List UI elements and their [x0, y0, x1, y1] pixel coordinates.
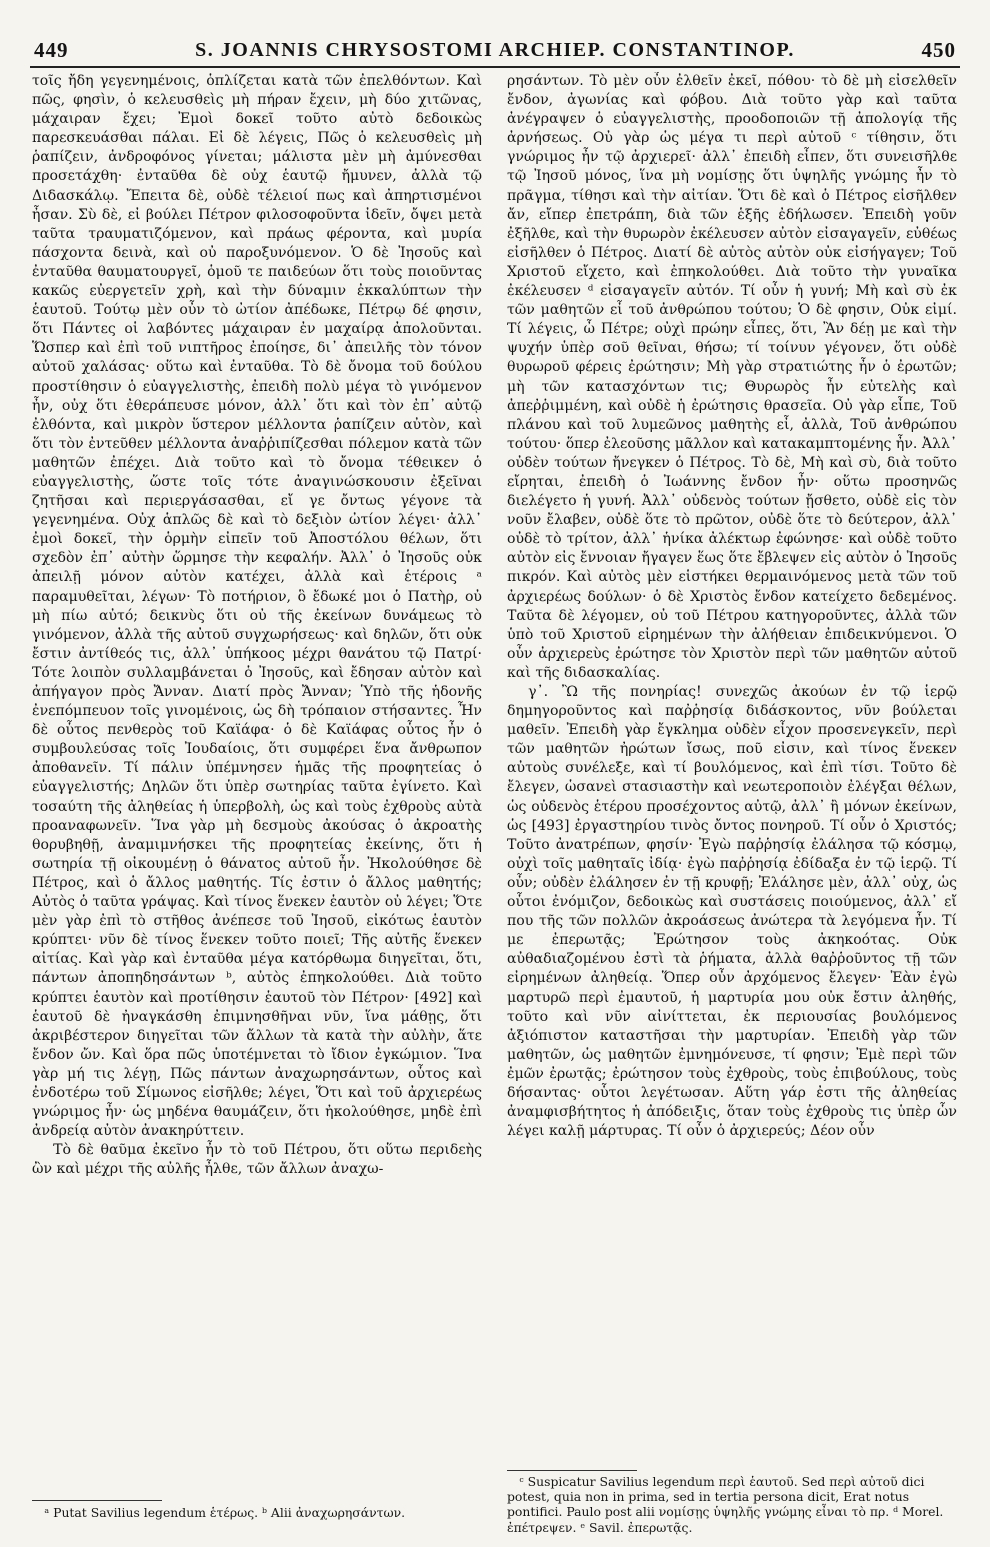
- right-paragraph-2: γ᾽. Ὢ τῆς πονηρίας! συνεχῶς ἀκούων ἐν τῷ ἱερῷ δημηγοροῦντος καὶ παῤῥησίᾳ διδάσκοντος, νῦν βούλεται μαθεῖν. Ἐπειδὴ γὰρ ἔγκλημα οὐδὲν εἶχον προσενεγκεῖν, περὶ τῶν μαθητῶν ἠρώτων ἴσως, ποῦ εἰσιν, καὶ τίνος ἕνεκεν αὐτοὺς συνέλεξε, καὶ τί βουλόμενος, καὶ ἐπὶ τίσι. Τοῦτο δὲ ἔλεγεν, ὡσανεὶ στασιαστὴν καὶ νεωτεροποιὸν ἐλέγξαι θέλων, ὡς οὐδενὸς ἑτέρου προσέχοντος αὐτῷ, ἀλλ᾽ ἢ μόνων ἐκείνων, ὡς [493] ἐργαστηρίου τινὸς ὄντος πονηροῦ. Τί οὖν ὁ Χριστός; Τοῦτο ἀνατρέπων, φησίν· Ἐγὼ παῤῥησίᾳ ἐλάλησα τῷ κόσμῳ, οὐχὶ τοῖς μαθηταῖς ἰδίᾳ· ἐγὼ παῤῥησίᾳ ἐδίδαξα ἐν τῷ ἱερῷ. Τί οὖν; οὐδὲν ἐλάλησεν ἐν τῇ κρυφῇ; Ἐλάλησε μὲν, ἀλλ᾽ οὐχ, ὡς οὗτοι ἐνόμιζον, δεδοικὼς καὶ συστάσεις ποιούμενος, ἀλλ᾽ εἴ που τῆς τῶν πολλῶν ἀκροάσεως ἀνώτερα τὰ λεγόμενα ἦν. Τί με ἐπερωτᾷς; Ἐρώτησον τοὺς ἀκηκοότας. Οὐκ αὐθαδιαζομένου ἐστὶ τὰ ῥήματα, ἀλλὰ θαῤῥοῦντος τῇ τῶν εἰρημένων ἀληθείᾳ. Ὅπερ οὖν ἀρχόμενος ἔλεγεν· Ἐὰν ἐγὼ μαρτυρῶ περὶ ἐμαυτοῦ, ἡ μαρτυρία μου οὐκ ἔστιν ἀληθής, τοῦτο καὶ νῦν αἰνίττεται, ἐκ περιουσίας βουλόμενος ἀξιόπιστον καταστῆσαι τὴν μαρτυρίαν. Ἐπειδὴ γὰρ τῶν μαθητῶν, ὡς μαθητῶν ἐμνημόνευσε, τί φησιν; Ἐμὲ περὶ τῶν ἐμῶν ἐρωτᾷς; ἐρώτησον τοὺς ἐχθροὺς, τοὺς ἐπιβούλους, τοὺς δήσαντας· οὗτοι λεγέτωσαν. Αὕτη γάρ ἐστι τῆς ἀληθείας ἀναμφισβήτητος ἡ ἀπόδειξις, ὅταν τοὺς ἐχθροὺς τις ὑπὲρ ὧν λέγει καλῇ μάρτυρας. Τί οὖν ὁ ἀρχιερεύς; Δέον οὖν: [507, 684, 957, 1140]
- right-column: [507, 72, 957, 1467]
- footnotes-left: [32, 1505, 482, 1520]
- left-paragraph-1: τοῖς ἤδη γεγενημένοις, ὁπλίζεται κατὰ τῶν ἐπελθόντων. Καὶ πῶς, φησὶν, ὁ κελευσθεὶς μὴ πήραν ἔχειν, μὴ δύο χιτῶνας, μάχαιραν ἔχει; Ἐμοὶ δοκεῖ τοῦτο αὐτὸ δεδοικὼς παρεσκευάσθαι πάλαι. Εἰ δὲ λέγεις, Πῶς ὁ κελευσθεὶς μὴ ῥαπίζειν, ἀνδροφόνος γίνεται; μάλιστα μὲν μὴ ἀμύνεσθαι προσετάχθη· ἐνταῦθα δὲ οὐχ ἑαυτῷ ἤμυνεν, ἀλλὰ τῷ Διδασκάλῳ. Ἔπειτα δὲ, οὐδὲ τέλειοί πως καὶ ἀπηρτισμένοι ἦσαν. Σὺ δὲ, εἰ βούλει Πέτρον φιλοσοφοῦντα ἰδεῖν, ὄψει μετὰ ταῦτα τραυματιζόμενον, καὶ πράως φέροντα, καὶ μυρία πάσχοντα δεινὰ, καὶ οὐ παροξυνόμενον. Ὁ δὲ Ἰησοῦς καὶ ἐνταῦθα θαυματουργεῖ, ὁμοῦ τε παιδεύων ὅτι τοὺς ποιοῦντας κακῶς εὐεργετεῖν χρὴ, καὶ τὴν δύναμιν ἐκκαλύπτων τὴν ἑαυτοῦ. Τούτῳ μὲν οὖν τὸ ὠτίον ἀπέδωκε, Πέτρῳ δέ φησιν, ὅτι Πάντες οἱ λαβόντες μάχαιραν ἐν μαχαίρᾳ ἀπολοῦνται. Ὥσπερ καὶ ἐπὶ τοῦ νιπτῆρος ἐποίησε, δι᾽ ἀπειλῆς τὸν τόνον αὐτοῦ χαλάσας· οὕτω καὶ ἐνταῦθα. Τὸ δὲ ὄνομα τοῦ δούλου προστίθησιν ὁ εὐαγγελιστὴς, ἐπειδὴ πολὺ μέγα τὸ γινόμενον ἦν, οὐχ ὅτι ἐθεράπευσε μόνον, ἀλλ᾽ ὅτι καὶ τὸν ἐπ᾽ αὐτῷ ἐλθόντα, καὶ μικρὸν ὕστερον μέλλοντα ῥαπίζειν αὐτὸν, καὶ ὅτι τὸν ἐντεῦθεν μέλλοντα ἀναῤῥιπίζεσθαι πόλεμον κατὰ τῶν μαθητῶν ἐπέχει. Διὰ τοῦτο καὶ τὸ ὄνομα τέθεικεν ὁ εὐαγγελιστὴς, ὥστε τοῖς τότε ἀναγινώσκουσιν ἐξεῖναι ζητῆσαι καὶ περιεργάσασθαι, εἴ γε ὄντως γέγονε τὰ γεγενημένα. Οὐχ ἁπλῶς δὲ καὶ τὸ δεξιὸν ὠτίον λέγει· ἀλλ᾽ ἐμοὶ δοκεῖ, τὴν ὁρμὴν εἰπεῖν τοῦ Ἀποστόλου θέλων, ὅτι σχεδὸν ἐπ᾽ αὐτὴν ὥρμησε τὴν κεφαλήν. Ἀλλ᾽ ὁ Ἰησοῦς οὐκ ἀπειλῇ μόνον αὐτὸν κατέχει, ἀλλὰ καὶ ἑτέροις ᵃ παραμυθεῖται, λέγων· Τὸ ποτήριον, ὃ ἔδωκέ μοι ὁ Πατὴρ, οὐ μὴ πίω αὐτό; δεικνὺς ὅτι οὐ τῆς ἐκείνων δυνάμεως τὸ γινόμενον, ἀλλὰ τῆς αὐτοῦ συγχωρήσεως· καὶ δηλῶν, ὅτι οὐκ ἔστιν ἀντίθεός τις, ἀλλ᾽ ὑπήκοος μέχρι θανάτου τῷ Πατρί· Τότε λοιπὸν συλλαμβάνεται ὁ Ἰησοῦς, καὶ ἔδησαν αὐτὸν καὶ ἀπήγαγον πρὸς Ἄνναν. Διατί πρὸς Ἄνναν; Ὑπὸ τῆς ἡδονῆς ἐνεπόμπευον τοῖς γινομένοις, ὡς δὴ τρόπαιον στήσαντες. Ἦν δὲ οὗτος πενθερὸς τοῦ Καϊάφα· ὁ δὲ Καϊάφας οὗτος ἦν ὁ συμβουλεύσας τοῖς Ἰουδαίοις, ὅτι συμφέρει ἕνα ἄνθρωπον ἀποθανεῖν. Τί πάλιν ὑπέμνησεν ἡμᾶς τῆς προφητείας ὁ εὐαγγελιστής; Δηλῶν ὅτι ὑπὲρ σωτηρίας ταῦτα ἐγίνετο. Καὶ τοσαύτη τῆς ἀληθείας ἡ ὑπερβολὴ, ὡς καὶ τοὺς ἐχθροὺς αὐτὰ προαναφωνεῖν. Ἵνα γὰρ μὴ δεσμοὺς ἀκούσας ὁ ἀκροατὴς θορυβηθῇ, ἀναμιμνήσκει τῆς προφητείας ἐκείνης, ὅτι ἡ σωτηρία τῇ οἰκουμένῃ ὁ θάνατος αὐτοῦ ἦν. Ἠκολούθησε δὲ Πέτρος, καὶ ὁ ἄλλος μαθητής. Τίς ἐστιν ὁ ἄλλος μαθητής; Αὐτὸς ὁ ταῦτα γράψας. Καὶ τίνος ἕνεκεν ἑαυτὸν οὐ λέγει; Ὅτε μὲν γὰρ ἐπὶ τὸ στῆθος ἀνέπεσε τοῦ Ἰησοῦ, εἰκότως ἑαυτὸν κρύπτει· νῦν δὲ τίνος ἕνεκεν τοῦτο ποιεῖ; Τῆς αὐτῆς ἕνεκεν αἰτίας. Καὶ γὰρ καὶ ἐνταῦθα μέγα κατόρθωμα διηγεῖται, ὅτι, πάντων ἀποπηδησάντων ᵇ, αὐτὸς ἐπηκολούθει. Διὰ τοῦτο κρύπτει ἑαυτὸν καὶ προτίθησιν ἑαυτοῦ τὸν Πέτρον· [492] καὶ ἑαυτοῦ δὲ ἠναγκάσθη ἐπιμνησθῆναι νῦν, ἵνα μάθῃς, ὅτι ἀκριβέστερον διηγεῖται τῶν ἄλλων τὰ κατὰ τὴν αὐλὴν, ἅτε ἔνδον ὤν. Καὶ ὅρα πῶς ὑποτέμνεται τὸ ἴδιον ἐγκώμιον. Ἵνα γὰρ μή τις λέγῃ, Πῶς πάντων ἀναχωρησάντων, οὗτος καὶ ἐνδοτέρω τοῦ Σίμωνος εἰσῆλθε; λέγει, Ὅτι καὶ τοῦ ἀρχιερέως γνώριμος ἦν· ὡς μηδένα θαυμάζειν, ὅτι ἠκολούθησε, μηδὲ ἐπὶ ἀνδρείᾳ αὐτὸν ἀνακηρύττειν.: [32, 73, 482, 1140]
- footnote-left-1: ᵃ Putat Savilius legendum ἑτέρως. ᵇ Alii ἀναχωρησάντων.: [44, 1505, 406, 1520]
- footnote-rule-right: [507, 1470, 637, 1471]
- page-number-left: 449: [34, 37, 69, 62]
- left-paragraph-2: Τὸ δὲ θαῦμα ἐκεῖνο ἦν τὸ τοῦ Πέτρου, ὅτι οὕτω περιδεὴς ὢν καὶ μέχρι τῆς αὐλῆς ἦλθε, τῶν ἄλλων ἀναχω-: [32, 1142, 482, 1178]
- footnote-rule-left: [32, 1500, 162, 1501]
- page-number-right: 450: [921, 37, 956, 62]
- running-title: S. JOANNIS CHRYSOSTOMI ARCHIEP. CONSTANTINOP.: [195, 38, 795, 61]
- footnote-right-1: ᶜ Suspicatur Savilius legendum περὶ ἑαυτοῦ. Sed περὶ αὐτοῦ dici potest, quia non in prima, sed in tertia persona dicit, Erat notus pontifici. Paulo post alii νομίσῃς ὑψηλῆς γνώμης εἶναι τὸ πρ. ᵈ Morel. ἐπέτρεψεν. ᵉ Savil. ἐπερωτᾷς.: [507, 1474, 944, 1535]
- left-column: [32, 72, 482, 1492]
- running-header: [34, 36, 956, 64]
- footnotes-right: [507, 1474, 957, 1535]
- header-rule: [30, 66, 960, 68]
- right-paragraph-1: ρησάντων. Τὸ μὲν οὖν ἐλθεῖν ἐκεῖ, πόθου· τὸ δὲ μὴ εἰσελθεῖν ἔνδον, ἀγωνίας καὶ φόβου. Διὰ τοῦτο γὰρ καὶ ταῦτα ἀνέγραψεν ὁ εὐαγγελιστὴς, προοδοποιῶν τῇ ἀπολογίᾳ τῆς ἀρνήσεως. Οὐ γὰρ ὡς μέγα τι περὶ αὐτοῦ ᶜ τίθησιν, ὅτι γνώριμος ἦν τῷ ἀρχιερεῖ· ἀλλ᾽ ἐπειδὴ εἶπεν, ὅτι συνεισῆλθε τῷ Ἰησοῦ μόνος, ἵνα μὴ νομίσῃς ὅτι ὑψηλῆς γνώμης ἦν τὸ πρᾶγμα, τίθησι καὶ τὴν αἰτίαν. Ὅτι δὲ καὶ ὁ Πέτρος εἰσῆλθεν ἄν, εἴπερ ἐπετράπη, διὰ τῶν ἑξῆς ἐδήλωσεν. Ἐπειδὴ γοῦν ἐξῆλθε, καὶ τὴν θυρωρὸν ἐκέλευσεν αὐτὸν εἰσαγαγεῖν, εὐθέως εἰσῆλθεν ὁ Πέτρος. Διατί δὲ αὐτὸς αὐτὸν οὐκ εἰσήγαγεν; Τοῦ Χριστοῦ εἴχετο, καὶ ἐπηκολούθει. Διὰ τοῦτο τὴν γυναῖκα ἐκέλευσεν ᵈ εἰσαγαγεῖν αὐτόν. Τί οὖν ἡ γυνή; Μὴ καὶ σὺ ἐκ τῶν μαθητῶν εἶ τοῦ ἀνθρώπου τούτου; Ὁ δὲ φησιν, Οὐκ εἰμί. Τί λέγεις, ὦ Πέτρε; οὐχὶ πρώην εἶπες, ὅτι, Ἂν δέῃ με καὶ τὴν ψυχήν ὑπὲρ σοῦ θεῖναι, θήσω; τί τοίνυν γέγονεν, ὅτι οὐδὲ θυρωροῦ φέρεις ἐρώτησιν; Μὴ γὰρ στρατιώτης ἦν ὁ ἐρωτῶν; μὴ τῶν κατασχόντων τις; Θυρωρὸς ἦν εὐτελὴς καὶ ἀπεῤῥιμμένη, καὶ οὐδὲ ἡ ἐρώτησις θρασεῖα. Οὐ γὰρ εἶπε, Τοῦ πλάνου καὶ τοῦ λυμεῶνος μαθητὴς εἶ, ἀλλὰ, Τοῦ ἀνθρώπου τούτου· ὅπερ ἐλεοῦσης μᾶλλον καὶ κατακαμπτομένης ἦν. Ἀλλ᾽ οὐδὲν τούτων ἤνεγκεν ὁ Πέτρος. Τὸ δὲ, Μὴ καὶ σὺ, διὰ τοῦτο εἴρηται, ἐπειδὴ ὁ Ἰωάννης ἔνδον ἦν· οὕτω προσηνῶς διελέγετο ἡ γυνή. Ἀλλ᾽ οὐδενὸς τούτων ᾔσθετο, οὐδὲ εἰς τὸν νοῦν ἔλαβεν, οὐδὲ ὅτε τὸ πρῶτον, οὐδὲ ὅτε τὸ δεύτερον, ἀλλ᾽ οὐδὲ τὸ τρίτον, ἀλλ᾽ ἡνίκα ἀλέκτωρ ἐφώνησε· καὶ οὐδὲ τοῦτο αὐτὸν εἰς ἔννοιαν ἤγαγεν ἕως ὅτε ἔβλεψεν εἰς αὐτὸν ὁ Ἰησοῦς πικρόν. Καὶ αὐτὸς μὲν εἱστήκει θερμαινόμενος μετὰ τῶν τοῦ ἀρχιερέως δούλων· ὁ δὲ Χριστὸς ἔνδον κατείχετο δεδεμένος. Ταῦτα δὲ λέγομεν, οὐ τοῦ Πέτρου κατηγοροῦντες, ἀλλὰ τῶν ὑπὸ τοῦ Χριστοῦ εἰρημένων τὴν ἀλήθειαν ἐπιδεικνύμενοι. Ὁ οὖν ἀρχιερεὺς ἐρώτησε τὸν Χριστὸν περὶ τῶν μαθητῶν αὐτοῦ καὶ τῆς διδασκαλίας.: [507, 73, 957, 681]
